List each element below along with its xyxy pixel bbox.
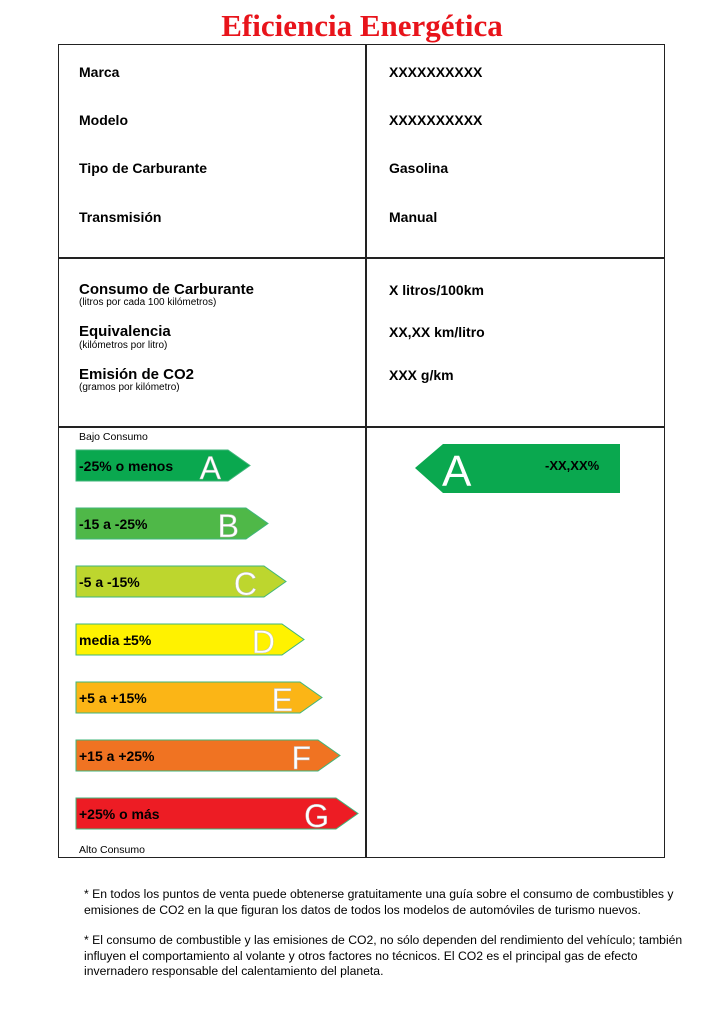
model-label: Modelo (79, 112, 128, 128)
footnotes (84, 887, 684, 995)
low-consumption-label: Bajo Consumo (79, 431, 148, 443)
scale-bar-range: -5 a -15% (79, 574, 140, 590)
fuel-type-value: Gasolina (389, 160, 449, 176)
scale-bar-range: -25% o menos (79, 458, 174, 474)
scale-bar-g (76, 798, 358, 834)
scale-bar-letter: D (251, 624, 275, 660)
footnote-1: * En todos los puntos de venta puede obtenerse gratuitamente una guía sobre el consumo de combustibles y emisiones de CO2 en la que figuran los datos de todos los modelos de automóviles de turismo nuevos. (84, 887, 674, 917)
fuel-type-label: Tipo de Carburante (79, 160, 208, 176)
scale-bar-letter: C (233, 566, 257, 602)
scale-bar-letter: B (217, 508, 239, 544)
rating-letter: A (442, 447, 472, 496)
scale-bar-f (76, 740, 340, 776)
rating-arrow (415, 444, 620, 496)
brand-value: XXXXXXXXXX (389, 64, 483, 80)
footnote-2: * El consumo de combustible y las emisiones de CO2, no sólo dependen del rendimiento del vehículo; también influyen el comportamiento al volante y otros factores no técnicos. El CO2 es el principal gas de efecto invernadero responsable del calentamiento del planeta. (84, 933, 683, 978)
scale-bar-range: +25% o más (79, 806, 160, 822)
equivalence-value: XX,XX km/litro (389, 324, 485, 340)
transmission-value: Manual (389, 209, 438, 225)
scale-bar-range: +15 a +25% (79, 748, 155, 764)
scale-bar-a (76, 450, 250, 486)
scale-bar-c (76, 566, 286, 602)
scale-bar-letter: E (271, 682, 293, 718)
scale-bar-range: +5 a +15% (79, 690, 147, 706)
rating-value: -XX,XX% (545, 458, 600, 473)
equivalence-sublabel: (kilómetros por litro) (79, 340, 168, 351)
scale-bar-e (76, 682, 322, 718)
co2-emission-value: XXX g/km (389, 367, 454, 383)
high-consumption-label: Alto Consumo (79, 844, 145, 856)
scale-bar-letter: F (291, 740, 311, 776)
equivalence-label: Equivalencia (79, 323, 171, 340)
brand-label: Marca (79, 64, 120, 80)
transmission-label: Transmisión (79, 209, 162, 225)
co2-emission-sublabel: (gramos por kilómetro) (79, 382, 180, 393)
scale-bar-b (76, 508, 268, 544)
scale-bar-range: -15 a -25% (79, 516, 148, 532)
model-value: XXXXXXXXXX (389, 112, 483, 128)
scale-bar-range: media ±5% (79, 632, 152, 648)
fuel-consumption-label: Consumo de Carburante (79, 281, 255, 298)
fuel-consumption-sublabel: (litros por cada 100 kilómetros) (79, 297, 217, 308)
scale-bar-d (76, 624, 304, 660)
scale-bar-letter: G (304, 798, 329, 834)
fuel-consumption-value: X litros/100km (389, 282, 484, 298)
scale-bar-letter: A (199, 450, 221, 486)
page-title: Eficiencia Energética (221, 8, 503, 43)
co2-emission-label: Emisión de CO2 (79, 366, 195, 383)
